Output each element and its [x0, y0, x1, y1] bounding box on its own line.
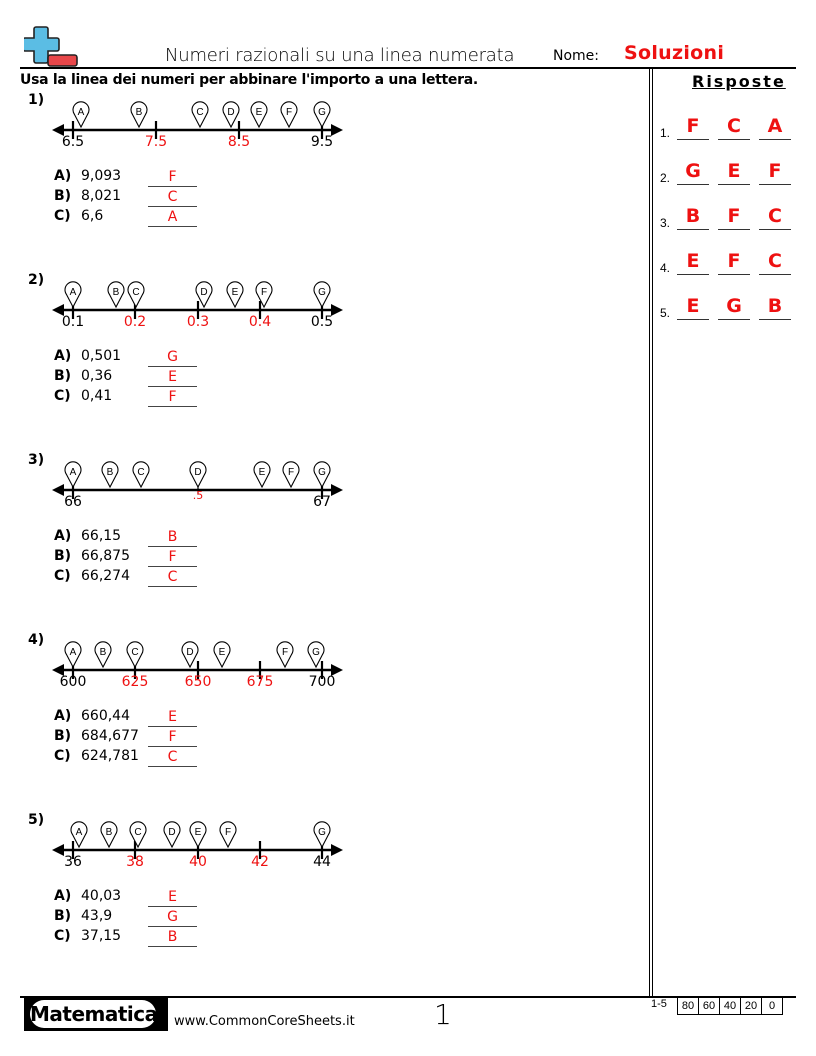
location-pin-icon [65, 462, 81, 487]
location-pin-icon [101, 822, 117, 847]
question-value: 0,36 [81, 368, 113, 384]
answer-blank[interactable]: A [148, 208, 197, 227]
left-arrow-icon [52, 844, 64, 856]
answer-key-cell: F [718, 205, 750, 230]
answer-key-cell: C [718, 115, 750, 140]
location-pin-icon [281, 102, 297, 127]
answer-key-cell: C [759, 205, 791, 230]
location-pin-icon [127, 642, 143, 667]
answer-key-cell: E [718, 160, 750, 185]
tick-label: 0.5 [310, 314, 334, 330]
brand-logo [24, 997, 168, 1031]
question-value: 624,781 [81, 748, 139, 764]
question-value: 0,501 [81, 348, 122, 364]
question-value: 66,875 [81, 548, 130, 564]
location-pin-icon [314, 822, 330, 847]
problem-4 [20, 632, 360, 802]
location-pin-icon [192, 102, 208, 127]
question-value: 684,677 [81, 728, 139, 744]
svg-text:A: A [77, 106, 85, 118]
svg-text:E: E [255, 106, 263, 118]
location-pin-icon [220, 822, 236, 847]
location-pin-icon [190, 462, 206, 487]
answer-blank[interactable]: G [148, 348, 197, 367]
question-value: 8,021 [81, 188, 122, 204]
svg-text:D: D [200, 286, 208, 298]
question-letter: B) [54, 728, 72, 744]
question-letter: C) [54, 208, 71, 224]
problem-number: 4) [28, 632, 45, 648]
svg-text:C: C [131, 646, 139, 658]
location-pin-icon [102, 462, 118, 487]
svg-text:E: E [194, 826, 202, 838]
answer-key-cell: E [677, 295, 709, 320]
tick-label: 42 [251, 854, 269, 870]
tick-label: 0.4 [248, 314, 272, 330]
svg-text:D: D [227, 106, 235, 118]
answer-key-number: 2. [660, 171, 671, 185]
location-pin-icon [65, 642, 81, 667]
answer-blank[interactable]: B [148, 528, 197, 547]
problem-5 [20, 812, 360, 982]
problem-2 [20, 272, 360, 442]
problem-number: 2) [28, 272, 45, 288]
question-value: 40,03 [81, 888, 122, 904]
tick-label: 7.5 [144, 134, 168, 150]
question-value: 66,274 [81, 568, 130, 584]
answer-key-row [660, 116, 796, 140]
tick-label: 40 [189, 854, 207, 870]
location-pin-icon [190, 822, 206, 847]
svg-text:F: F [287, 466, 295, 478]
plus-minus-logo-icon [24, 25, 80, 67]
question-value: 9,093 [81, 168, 122, 184]
question-letter: C) [54, 748, 71, 764]
answer-blank[interactable]: C [148, 748, 197, 767]
svg-text:B: B [106, 466, 114, 478]
answer-key-cell: C [759, 250, 791, 275]
tick-label: 66 [64, 494, 82, 510]
svg-text:A: A [75, 826, 83, 838]
score-cell: 0 [762, 997, 783, 1015]
svg-text:G: G [318, 826, 326, 838]
answer-blank[interactable]: E [148, 888, 197, 907]
name-value: Soluzioni [624, 42, 725, 64]
svg-text:A: A [69, 286, 77, 298]
instructions: Usa la linea dei numeri per abbinare l'importo a una lettera. [20, 72, 478, 88]
question-letter: C) [54, 928, 71, 944]
answer-blank[interactable]: C [148, 188, 197, 207]
location-pin-icon [182, 642, 198, 667]
location-pin-icon [227, 282, 243, 307]
question-letter: B) [54, 548, 72, 564]
answer-key-number: 4. [660, 261, 671, 275]
location-pin-icon [128, 282, 144, 307]
answer-blank[interactable]: G [148, 908, 197, 927]
tick-label: .5 [192, 489, 204, 502]
right-arrow-icon [331, 844, 343, 856]
column-divider [649, 69, 653, 997]
svg-text:C: C [132, 286, 140, 298]
answer-blank[interactable]: C [148, 568, 197, 587]
svg-text:G: G [318, 286, 326, 298]
location-pin-icon [283, 462, 299, 487]
location-pin-icon [251, 102, 267, 127]
question-letter: C) [54, 388, 71, 404]
location-pin-icon [131, 102, 147, 127]
score-cell: 40 [720, 997, 741, 1015]
question-letter: B) [54, 908, 72, 924]
answer-key-row [660, 251, 796, 275]
svg-text:E: E [231, 286, 239, 298]
tick-label: 0.1 [61, 314, 85, 330]
answer-blank[interactable]: F [148, 388, 197, 407]
problem-number: 5) [28, 812, 45, 828]
score-cell: 60 [699, 997, 720, 1015]
site-url: www.CommonCoreSheets.it [174, 1014, 355, 1029]
svg-text:F: F [224, 826, 232, 838]
answer-blank[interactable]: E [148, 368, 197, 387]
score-range-label: 1-5 [651, 998, 667, 1010]
location-pin-icon [73, 102, 89, 127]
svg-text:B: B [135, 106, 143, 118]
question-value: 6,6 [81, 208, 104, 224]
svg-text:F: F [260, 286, 268, 298]
svg-text:B: B [105, 826, 113, 838]
location-pin-icon [214, 642, 230, 667]
question-letter: A) [54, 348, 72, 364]
svg-text:E: E [218, 646, 226, 658]
left-arrow-icon [52, 484, 64, 496]
question-letter: A) [54, 168, 72, 184]
tick-label: 0.2 [123, 314, 147, 330]
svg-text:C: C [196, 106, 204, 118]
answer-key-number: 5. [660, 306, 671, 320]
question-value: 43,9 [81, 908, 113, 924]
location-pin-icon [223, 102, 239, 127]
worksheet-title: Numeri razionali su una linea numerata [165, 45, 515, 66]
answer-key-row [660, 161, 796, 185]
tick-label: 600 [59, 674, 87, 690]
svg-text:F: F [281, 646, 289, 658]
answer-key-row [660, 296, 796, 320]
question-value: 66,15 [81, 528, 122, 544]
location-pin-icon [314, 462, 330, 487]
svg-text:D: D [168, 826, 176, 838]
answer-blank[interactable]: F [148, 168, 197, 187]
location-pin-icon [130, 822, 146, 847]
question-letter: B) [54, 188, 72, 204]
answer-blank[interactable]: B [148, 928, 197, 947]
question-letter: C) [54, 568, 71, 584]
location-pin-icon [256, 282, 272, 307]
tick-label: 8.5 [227, 134, 251, 150]
problem-number: 3) [28, 452, 45, 468]
answer-key-number: 1. [660, 126, 671, 140]
question-value: 37,15 [81, 928, 122, 944]
svg-text:C: C [134, 826, 142, 838]
tick-label: 36 [64, 854, 82, 870]
tick-label: 0.3 [186, 314, 210, 330]
answer-key-title: Risposte [692, 72, 786, 91]
answer-key-cell: A [759, 115, 791, 140]
location-pin-icon [65, 282, 81, 307]
name-label: Nome: [553, 48, 600, 64]
tick-label: 44 [313, 854, 331, 870]
svg-text:C: C [137, 466, 145, 478]
header-rule [20, 67, 796, 69]
location-pin-icon [164, 822, 180, 847]
svg-text:E: E [258, 466, 266, 478]
tick-label: 9.5 [310, 134, 334, 150]
question-letter: A) [54, 888, 72, 904]
answer-blank[interactable]: F [148, 728, 197, 747]
score-table [677, 997, 783, 1015]
right-arrow-icon [331, 484, 343, 496]
svg-text:D: D [186, 646, 194, 658]
score-cell: 80 [677, 997, 699, 1015]
problem-3 [20, 452, 360, 622]
location-pin-icon [314, 102, 330, 127]
score-cell: 20 [741, 997, 762, 1015]
tick-label: 700 [308, 674, 336, 690]
answer-key-cell: B [759, 295, 791, 320]
tick-label: 625 [121, 674, 149, 690]
question-value: 660,44 [81, 708, 130, 724]
tick-label: 675 [246, 674, 274, 690]
answer-key-cell: G [718, 295, 750, 320]
answer-key-number: 3. [660, 216, 671, 230]
answer-blank[interactable]: E [148, 708, 197, 727]
location-pin-icon [254, 462, 270, 487]
svg-text:G: G [312, 646, 320, 658]
brand-label: Matematica [30, 1002, 158, 1026]
svg-text:B: B [112, 286, 120, 298]
question-letter: B) [54, 368, 72, 384]
page-number: 1 [434, 998, 452, 1031]
svg-text:B: B [99, 646, 107, 658]
answer-blank[interactable]: F [148, 548, 197, 567]
svg-text:A: A [69, 646, 77, 658]
answer-key-cell: B [677, 205, 709, 230]
svg-text:G: G [318, 466, 326, 478]
problem-number: 1) [28, 92, 45, 108]
tick-label: 650 [184, 674, 212, 690]
svg-text:D: D [194, 466, 202, 478]
question-letter: A) [54, 708, 72, 724]
location-pin-icon [108, 282, 124, 307]
question-letter: A) [54, 528, 72, 544]
tick-label: 38 [126, 854, 144, 870]
answer-key-row [660, 206, 796, 230]
question-value: 0,41 [81, 388, 113, 404]
location-pin-icon [95, 642, 111, 667]
answer-key-cell: F [677, 115, 709, 140]
tick-label: 67 [313, 494, 331, 510]
location-pin-icon [133, 462, 149, 487]
svg-text:F: F [285, 106, 293, 118]
answer-key-cell: G [677, 160, 709, 185]
svg-text:G: G [318, 106, 326, 118]
location-pin-icon [277, 642, 293, 667]
problem-1 [20, 92, 360, 262]
svg-text:A: A [69, 466, 77, 478]
answer-key-cell: F [759, 160, 791, 185]
tick-label: 6.5 [61, 134, 85, 150]
answer-key-cell: F [718, 250, 750, 275]
location-pin-icon [314, 282, 330, 307]
answer-key-cell: E [677, 250, 709, 275]
